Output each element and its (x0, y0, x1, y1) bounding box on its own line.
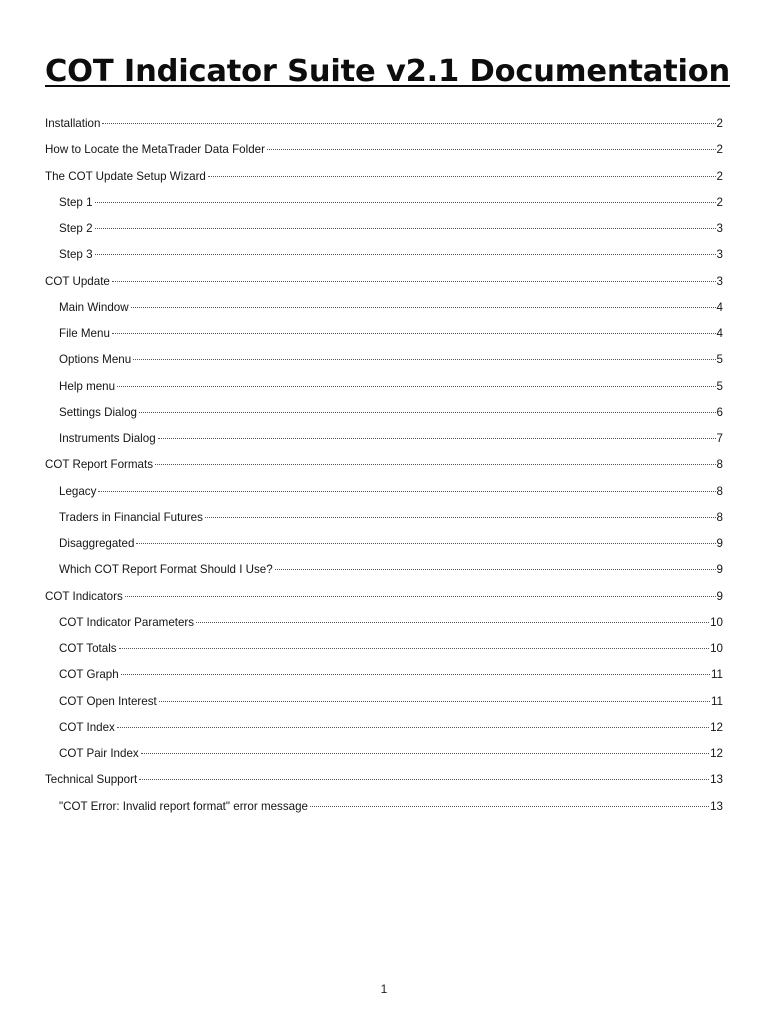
toc-entry-label: COT Update (45, 274, 110, 288)
toc-entry-page-number: 4 (716, 327, 723, 340)
toc-dot-leader (98, 491, 715, 492)
toc-entry[interactable] (45, 216, 723, 242)
toc-entry-label: Legacy (59, 484, 97, 498)
toc-entry-page-number: 10 (710, 642, 723, 655)
toc-entry-page-number: 13 (710, 773, 723, 787)
table-of-contents (45, 111, 723, 820)
toc-dot-leader (158, 438, 716, 439)
toc-entry[interactable] (45, 452, 723, 478)
toc-entry-label: Options Menu (59, 353, 132, 367)
toc-entry-page-number: 12 (710, 720, 723, 734)
toc-entry-page-number: 8 (716, 510, 723, 524)
toc-entry[interactable] (45, 190, 723, 216)
toc-entry[interactable] (45, 689, 723, 715)
toc-entry-label: Technical Support (45, 773, 138, 787)
toc-dot-leader (267, 149, 716, 150)
toc-entry-page-number: 8 (716, 458, 723, 472)
toc-dot-leader (112, 333, 716, 334)
toc-entry-page-number: 5 (716, 353, 723, 367)
toc-entry[interactable] (45, 505, 723, 531)
toc-entry-page-number: 9 (716, 589, 723, 603)
toc-entry[interactable] (45, 741, 723, 767)
toc-entry-label: The COT Update Setup Wizard (45, 169, 206, 183)
toc-entry-page-number: 2 (716, 195, 723, 209)
toc-entry-page-number: 11 (710, 668, 723, 682)
toc-entry[interactable] (45, 295, 723, 321)
toc-entry-label: COT Totals (59, 642, 117, 655)
toc-entry-label: Which COT Report Format Should I Use? (59, 563, 273, 577)
toc-entry[interactable] (45, 531, 723, 557)
toc-entry[interactable] (45, 164, 723, 190)
toc-dot-leader (136, 543, 715, 544)
toc-entry-label: Main Window (59, 300, 129, 314)
toc-entry[interactable] (45, 584, 723, 610)
toc-entry-label: Step 3 (59, 248, 93, 262)
toc-entry-page-number: 2 (716, 169, 723, 183)
toc-entry-label: File Menu (59, 327, 110, 340)
toc-dot-leader (112, 281, 716, 282)
toc-entry-page-number: 3 (716, 274, 723, 288)
toc-dot-leader (155, 464, 716, 465)
toc-entry[interactable] (45, 662, 723, 688)
toc-entry[interactable] (45, 111, 723, 137)
toc-entry-label: Step 2 (59, 222, 93, 235)
toc-entry-label: COT Open Interest (59, 694, 157, 708)
toc-entry-page-number: 10 (710, 615, 723, 629)
toc-entry-label: COT Report Formats (45, 458, 154, 472)
toc-entry-label: Settings Dialog (59, 405, 137, 419)
toc-entry-label: Step 1 (59, 195, 93, 209)
toc-entry[interactable] (45, 610, 723, 636)
toc-entry-page-number: 5 (716, 379, 723, 393)
toc-entry-label: Traders in Financial Futures (59, 510, 203, 524)
toc-dot-leader (139, 412, 716, 413)
toc-dot-leader (121, 674, 710, 675)
toc-dot-leader (275, 569, 716, 570)
toc-entry-page-number: 2 (716, 117, 723, 130)
toc-entry-label: Installation (45, 117, 101, 130)
toc-entry-page-number: 2 (716, 143, 723, 157)
toc-entry-page-number: 7 (716, 432, 723, 445)
toc-entry-page-number: 8 (716, 484, 723, 498)
toc-entry-page-number: 13 (710, 799, 723, 813)
toc-entry-label: COT Indicators (45, 589, 123, 603)
toc-dot-leader (159, 701, 710, 702)
toc-entry[interactable] (45, 269, 723, 295)
toc-entry-label: COT Pair Index (59, 747, 139, 760)
toc-entry[interactable] (45, 794, 723, 820)
toc-dot-leader (133, 359, 715, 360)
document-title: COT Indicator Suite v2.1 Documentation (45, 54, 730, 89)
toc-entry[interactable] (45, 426, 723, 452)
toc-dot-leader (95, 254, 716, 255)
toc-dot-leader (102, 123, 715, 124)
toc-dot-leader (95, 202, 716, 203)
toc-entry[interactable] (45, 557, 723, 583)
toc-dot-leader (131, 307, 716, 308)
toc-entry-label: COT Graph (59, 668, 119, 682)
toc-entry[interactable] (45, 400, 723, 426)
toc-entry[interactable] (45, 767, 723, 793)
toc-dot-leader (139, 779, 709, 780)
toc-entry-label: COT Indicator Parameters (59, 615, 195, 629)
toc-entry[interactable] (45, 242, 723, 268)
toc-entry-label: How to Locate the MetaTrader Data Folder (45, 143, 265, 157)
toc-entry[interactable] (45, 321, 723, 347)
toc-entry-page-number: 9 (716, 537, 723, 550)
page-number: 1 (380, 982, 388, 996)
toc-entry-label: COT Index (59, 720, 115, 734)
toc-dot-leader (125, 596, 716, 597)
toc-dot-leader (205, 517, 716, 518)
toc-entry-label: Instruments Dialog (59, 432, 156, 445)
toc-dot-leader (208, 176, 716, 177)
toc-dot-leader (196, 622, 709, 623)
toc-dot-leader (95, 228, 716, 229)
toc-dot-leader (117, 386, 715, 387)
toc-entry[interactable] (45, 137, 723, 163)
toc-entry-page-number: 11 (710, 694, 723, 708)
toc-dot-leader (119, 648, 710, 649)
toc-entry-page-number: 9 (716, 563, 723, 577)
toc-dot-leader (141, 753, 709, 754)
toc-entry-page-number: 3 (716, 222, 723, 235)
toc-entry[interactable] (45, 374, 723, 400)
toc-entry[interactable] (45, 347, 723, 373)
toc-entry[interactable] (45, 479, 723, 505)
toc-entry-page-number: 12 (710, 747, 723, 760)
toc-entry-label: "COT Error: Invalid report format" error message (59, 799, 308, 813)
toc-entry-label: Disaggregated (59, 537, 135, 550)
toc-entry-page-number: 3 (716, 248, 723, 262)
toc-entry-page-number: 6 (716, 405, 723, 419)
toc-dot-leader (310, 806, 709, 807)
toc-dot-leader (117, 727, 709, 728)
toc-entry[interactable] (45, 715, 723, 741)
toc-entry-page-number: 4 (716, 300, 723, 314)
toc-entry[interactable] (45, 636, 723, 662)
toc-entry-label: Help menu (59, 379, 116, 393)
